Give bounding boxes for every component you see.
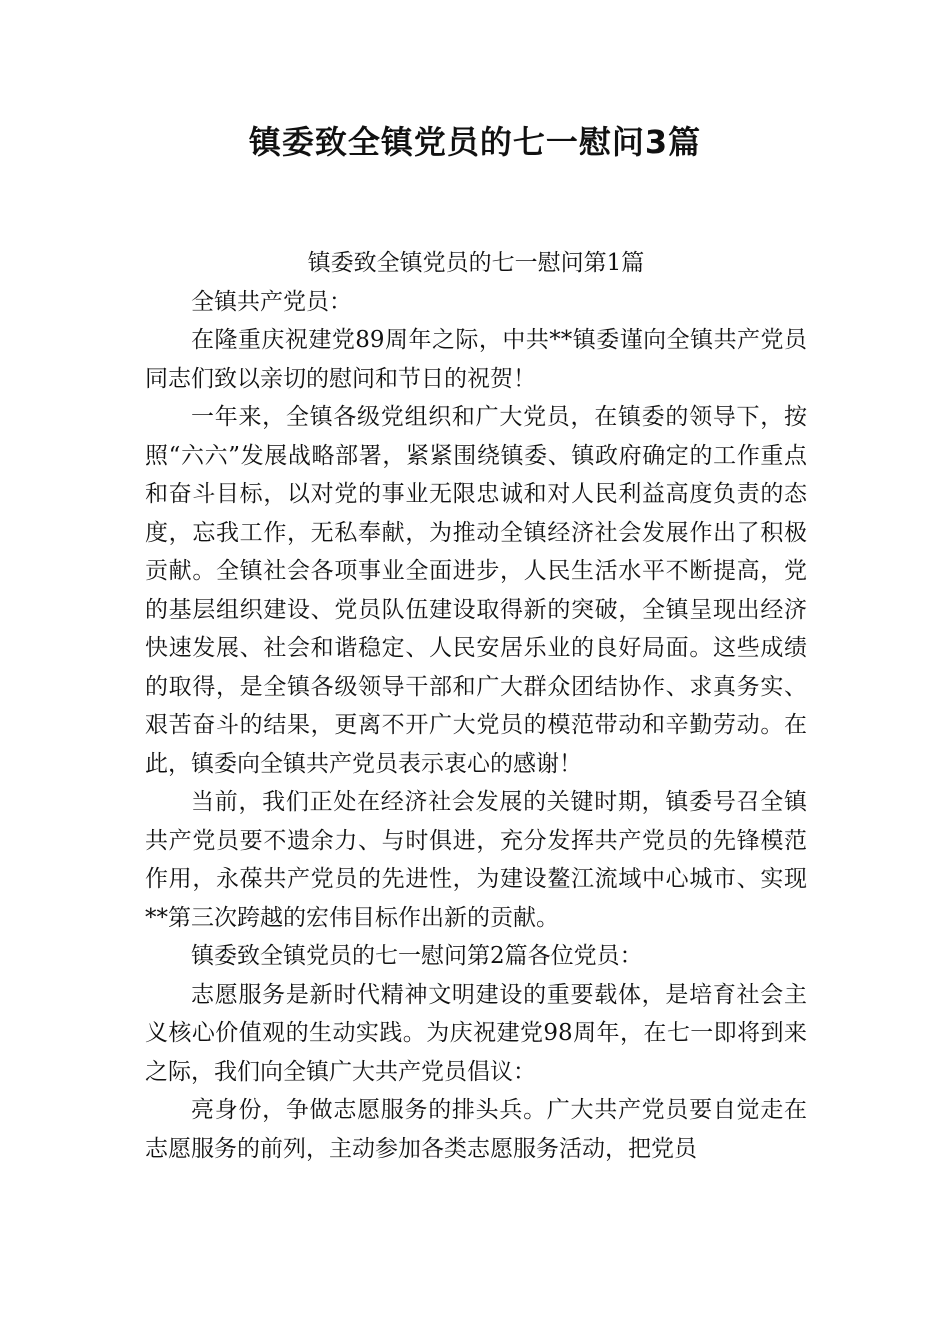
section-heading: 镇委致全镇党员的七一慰问第1篇 — [307, 250, 645, 276]
paragraph: 当前，我们正处在经济社会发展的关键时期，镇委号召全镇共产党员要不遗余力、与时俱进，充分发挥共产党员的先锋模范作用，永葆共产党员的先进性，为建设鳌江流域中心城市、实现**第三次跨越的宏伟目标作出新的贡献。 — [145, 789, 807, 931]
section-heading-inline: 镇委致全镇党员的七一慰问第2篇各位党员： — [191, 943, 643, 969]
document-title: 镇委致全镇党员的七一慰问3篇 — [248, 123, 702, 161]
paragraph: 亮身份，争做志愿服务的排头兵。广大共产党员要自觉走在志愿服务的前列，主动参加各类志愿服务活动，把党员 — [145, 1097, 807, 1162]
document-body — [145, 244, 807, 1168]
paragraph: 在隆重庆祝建党89周年之际，中共**镇委谨向全镇共产党员同志们致以亲切的慰问和节日的祝贺！ — [145, 327, 807, 392]
salutation: 全镇共产党员： — [191, 288, 352, 315]
paragraph: 一年来，全镇各级党组织和广大党员，在镇委的领导下，按照“六六”发展战略部署，紧紧围绕镇委、镇政府确定的工作重点和奋斗目标，以对党的事业无限忠诚和对人民利益高度负责的态度，忘我工作，无私奉献，为推动全镇经济社会发展作出了积极贡献。全镇社会各项事业全面进步，人民生活水平不断提高，党的基层组织建设、党员队伍建设取得新的突破，全镇呈现出经济快速发展、社会和谐稳定、人民安居乐业的良好局面。这些成绩的取得，是全镇各级领导干部和广大群众团结协作、求真务实、艰苦奋斗的结果，更离不开广大党员的模范带动和辛勤劳动。在此，镇委向全镇共产党员表示衷心的感谢！ — [145, 404, 807, 777]
paragraph: 志愿服务是新时代精神文明建设的重要载体，是培育社会主义核心价值观的生动实践。为庆祝建党98周年，在七一即将到来之际，我们向全镇广大共产党员倡议： — [145, 981, 807, 1085]
